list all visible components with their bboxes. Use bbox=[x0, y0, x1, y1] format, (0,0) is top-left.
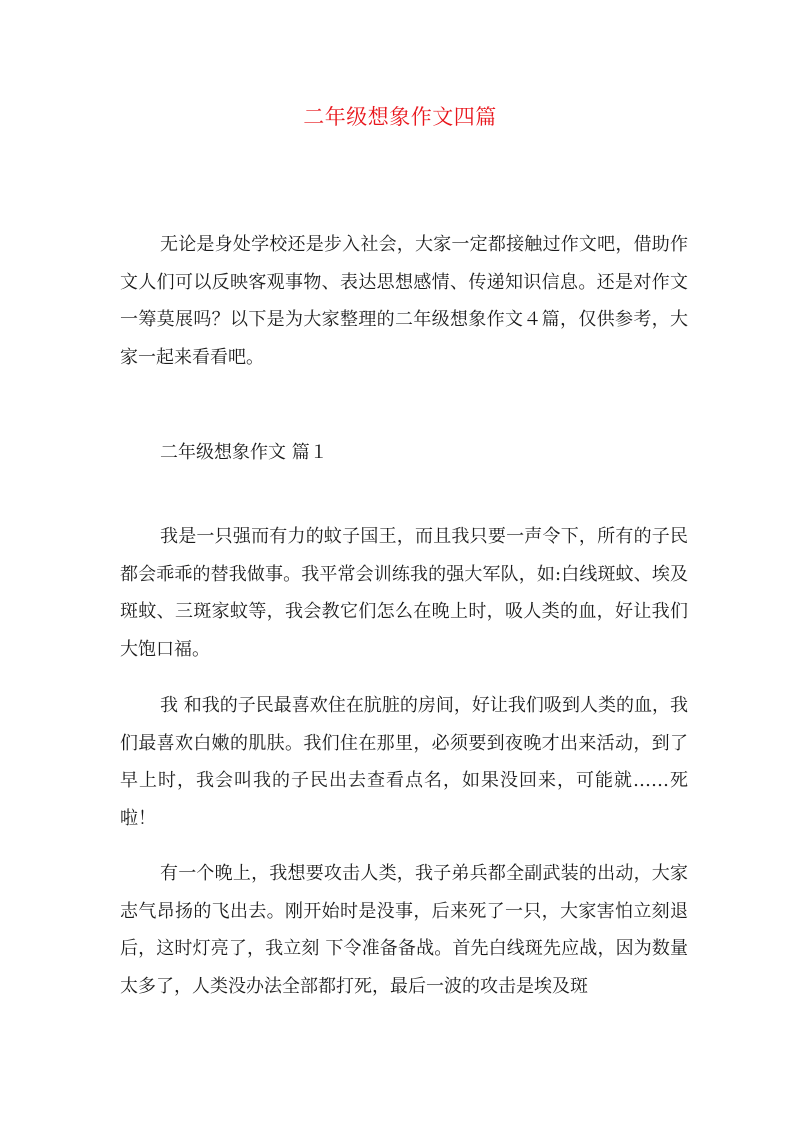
intro-paragraph: 无论是身处学校还是步入社会，大家一定都接触过作文吧，借助作文人们可以反映客观事物、表达思想感情、传递知识信息。还是对作文一筹莫展吗？以下是为大家整理的二年级想象作文４篇，仅供参考，大家一起来看看吧。 bbox=[120, 234, 688, 368]
body-paragraph: 我 和我的子民最喜欢住在肮脏的房间，好让我们吸到人类的血，我们最喜欢白嫩的肌肤。我们住在那里，必须要到夜晚才出来活动，到了早上时，我会叫我的子民出去查看点名，如果没回来，可能就……死啦！ bbox=[120, 695, 688, 829]
document-title: 二年级想象作文四篇 bbox=[303, 105, 497, 129]
body-paragraph: 有一个晚上，我想要攻击人类，我子弟兵都全副武装的出动，大家志气昂扬的飞出去。刚开始时是没事，后来死了一只，大家害怕立刻退后，这时灯亮了，我立刻 下令准备备战。首先白线斑先应战，因为数量太多了，人类没办法全部都打死，最后一波的攻击是埃及斑 bbox=[120, 863, 688, 997]
body-paragraph: 我是一只强而有力的蚊子国王，而且我只要一声令下，所有的子民都会乖乖的替我做事。我平常会训练我的强大军队，如:白线斑蚊、埃及斑蚊、三斑家蚊等，我会教它们怎么在晚上时，吸人类的血，好让我们大饱口福。 bbox=[120, 526, 688, 660]
section-heading: 二年级想象作文 篇１ bbox=[160, 442, 328, 463]
